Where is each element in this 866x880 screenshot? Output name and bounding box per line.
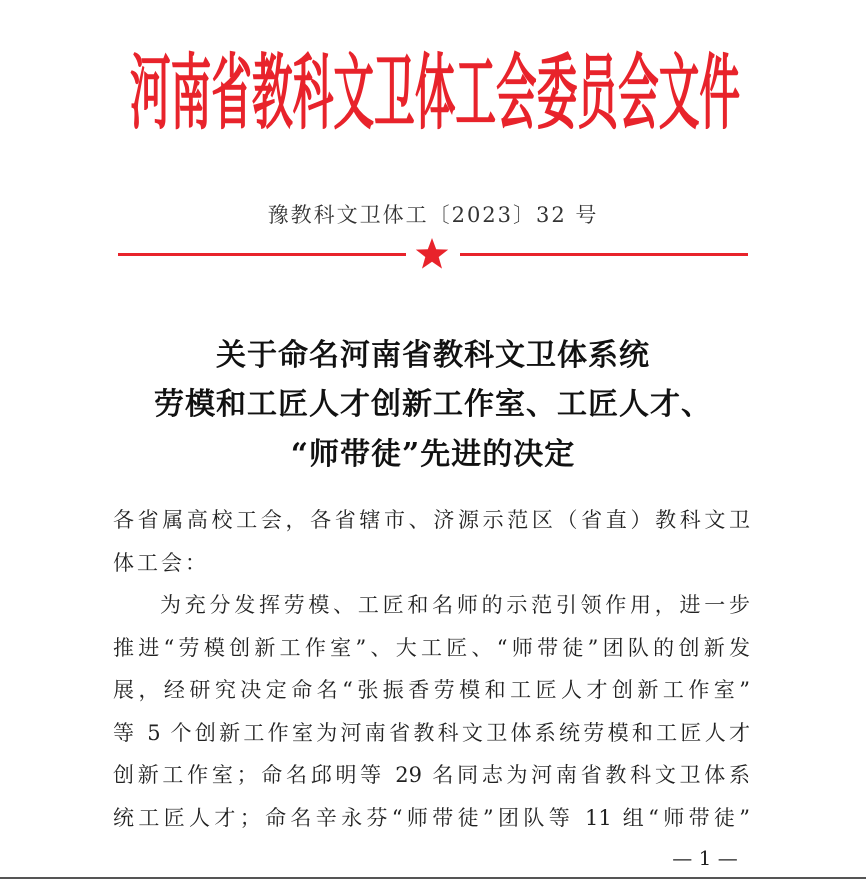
body-paragraph-line-1: 为充分发挥劳模、工匠和名师的示范引领作用，进一步 — [160, 593, 750, 617]
page-bottom-edge — [0, 877, 866, 879]
issuer-header-title: 河南省教科文卫体工会委员会文件 — [130, 46, 741, 141]
body-paragraph-line-6: 统工匠人才；命名辛永芬“师带徒”团队等 11 组“师带徒” — [113, 806, 750, 830]
body-paragraph-line-4: 等 5 个创新工作室为河南省教科文卫体系统劳模和工匠人才 — [113, 721, 750, 745]
body-paragraph-line-5: 创新工作室；命名邱明等 29 名同志为河南省教科文卫体系 — [113, 763, 750, 787]
red-rule-left — [118, 253, 406, 256]
document-title-line-3: “师带徒”先进的决定 — [290, 437, 576, 472]
document-title-line-1: 关于命名河南省教科文卫体系统 — [216, 338, 650, 373]
red-rule-right — [460, 253, 748, 256]
salutation-line-2: 体工会： — [113, 551, 209, 575]
body-paragraph-line-2: 推进“劳模创新工作室”、大工匠、“师带徒”团队的创新发 — [113, 636, 750, 660]
salutation-line-1: 各省属高校工会，各省辖市、济源示范区（省直）教科文卫 — [113, 508, 750, 532]
document-number: 豫教科文卫体工〔2023〕32 号 — [267, 203, 599, 227]
document-title-line-2: 劳模和工匠人才创新工作室、工匠人才、 — [154, 387, 712, 422]
star-icon — [415, 237, 449, 271]
page-number: — 1 — — [672, 846, 738, 870]
body-paragraph-line-3: 展，经研究决定命名“张振香劳模和工匠人才创新工作室” — [113, 678, 750, 702]
